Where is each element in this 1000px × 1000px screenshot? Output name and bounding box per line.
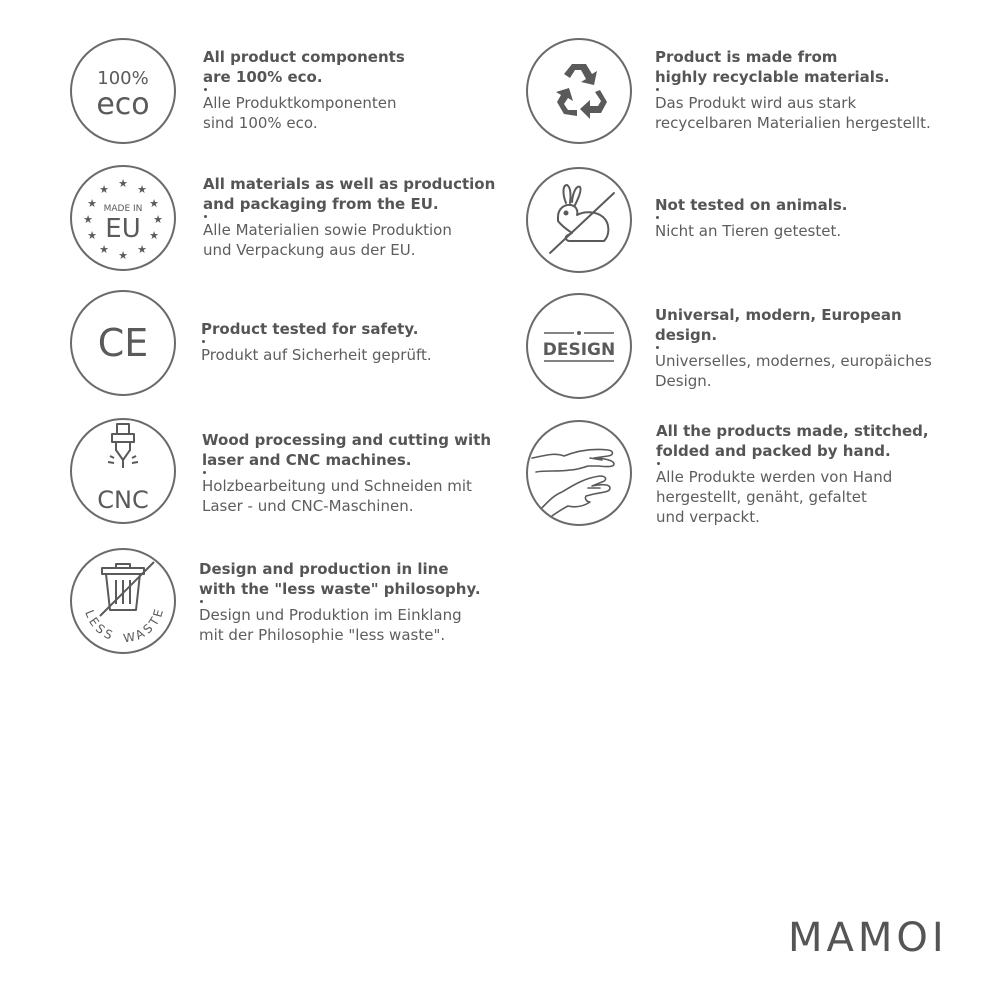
recycle-icon <box>526 38 632 144</box>
feature-less-waste-de: Design und Produktion im Einklang mit der Philosophie "less waste". <box>199 606 462 644</box>
feature-eco-en: All product components are 100% eco. <box>203 48 405 86</box>
svg-text:★: ★ <box>153 213 163 226</box>
separator-dot <box>203 471 206 474</box>
svg-text:★: ★ <box>149 197 159 210</box>
design-icon <box>526 293 632 399</box>
svg-text:★: ★ <box>87 197 97 210</box>
less-label: LESS <box>82 608 118 644</box>
feature-design-de: Universelles, modernes, europäiches Design. <box>655 352 932 390</box>
feature-ce-de: Produkt auf Sicherheit geprüft. <box>201 346 432 364</box>
eu-label: EU <box>105 214 141 244</box>
separator-dot <box>202 340 205 343</box>
feature-design-en: Universal, modern, European design. <box>655 306 902 344</box>
made-in-label: MADE IN <box>103 204 143 214</box>
ce-mark-icon <box>70 290 176 396</box>
made-in-eu-icon <box>70 165 176 271</box>
svg-text:★: ★ <box>118 249 128 262</box>
separator-dot <box>204 88 207 91</box>
eco-percent-label: 100% <box>97 68 149 89</box>
svg-text:★: ★ <box>87 229 97 242</box>
separator-dot <box>200 600 203 603</box>
svg-text:★: ★ <box>137 183 147 196</box>
feature-not-tested-animals-en: Not tested on animals. <box>655 196 848 214</box>
design-label: DESIGN <box>542 340 616 360</box>
separator-dot <box>657 462 660 465</box>
separator-dot <box>656 88 659 91</box>
feature-made-in-eu-en: All materials as well as production and packaging from the EU. <box>203 175 496 213</box>
separator-dot <box>656 216 659 219</box>
svg-text:★: ★ <box>137 243 147 256</box>
brand-logo: MAMOI <box>788 915 948 961</box>
feature-less-waste-en: Design and production in line with the "less waste" philosophy. <box>199 560 481 598</box>
trash-crossed-icon <box>70 548 176 654</box>
eco-label: eco <box>96 87 150 122</box>
svg-text:★: ★ <box>83 213 93 226</box>
eco-100-icon <box>70 38 176 144</box>
svg-text:★: ★ <box>99 183 109 196</box>
ce-label: CE <box>97 321 149 365</box>
svg-text:★: ★ <box>149 229 159 242</box>
svg-text:★: ★ <box>118 177 128 190</box>
feature-made-in-eu-de: Alle Materialien sowie Produktion und Verpackung aus der EU. <box>203 221 452 259</box>
svg-text:LESS <box>82 608 117 643</box>
feature-handmade-en: All the products made, stitched, folded and packed by hand. <box>656 422 929 460</box>
svg-text:★: ★ <box>99 243 109 256</box>
separator-dot <box>656 346 659 349</box>
feature-cnc-de: Holzbearbeitung und Schneiden mit Laser - und CNC-Maschinen. <box>202 477 472 515</box>
waste-label: WASTE <box>122 604 167 646</box>
feature-handmade-de: Alle Produkte werden von Hand hergestellt, genäht, gefaltet und verpackt. <box>656 468 893 526</box>
feature-recyclable-en: Product is made from highly recyclable materials. <box>655 48 890 86</box>
feature-cnc-en: Wood processing and cutting with laser and CNC machines. <box>202 431 492 469</box>
cnc-label: CNC <box>97 486 149 514</box>
feature-eco-de: Alle Produktkomponenten sind 100% eco. <box>203 94 397 132</box>
rabbit-crossed-icon <box>526 167 632 273</box>
cnc-laser-icon <box>70 418 176 524</box>
feature-not-tested-animals-de: Nicht an Tieren getestet. <box>655 222 842 240</box>
hands-icon <box>526 420 632 526</box>
feature-recyclable-de: Das Produkt wird aus stark recycelbaren Materialien hergestellt. <box>655 94 931 132</box>
feature-ce-en: Product tested for safety. <box>201 320 419 338</box>
separator-dot <box>204 215 207 218</box>
